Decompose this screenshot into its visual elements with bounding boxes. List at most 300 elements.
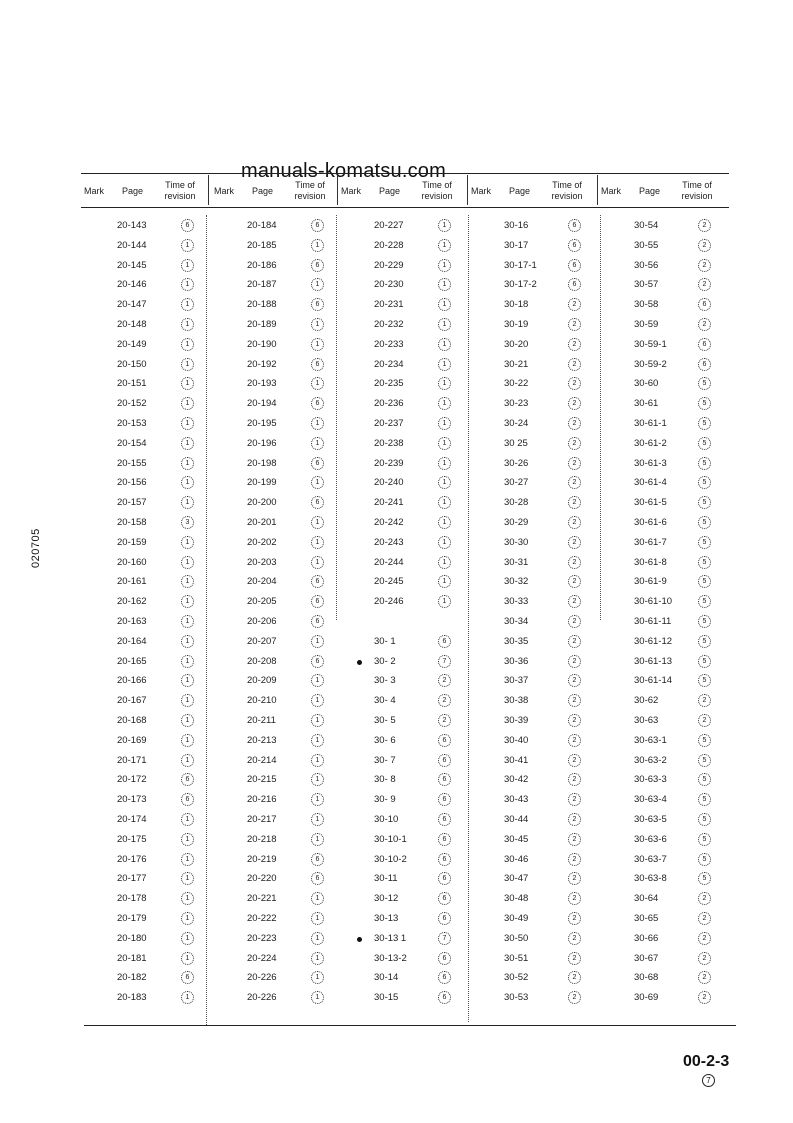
revision-number-cell: 5 [698,754,711,767]
page-number-cell: 30- 6 [374,734,396,746]
revision-number-cell: 2 [698,971,711,984]
revision-number-cell: 2 [438,674,451,687]
revision-number-cell: 1 [311,338,324,351]
page-number-cell: 20-240 [374,477,404,489]
page-number-cell: 30-62 [634,695,659,707]
revision-number-cell: 1 [311,417,324,430]
page-number-cell: 20-244 [374,556,404,568]
page-number-cell: 30-63-7 [634,853,667,865]
page-number-cell: 30-10-2 [374,853,407,865]
page-number-cell: 30-61-12 [634,635,673,647]
revision-number-cell: 2 [568,833,581,846]
page-number-cell: 30-60 [634,378,659,390]
page-number-cell: 20-200 [247,497,277,509]
top-rule [81,173,729,174]
page-number-cell: 30-61-1 [634,418,667,429]
page-number-cell: 30-66 [634,932,659,944]
page-number-cell: 30-61-3 [634,457,667,469]
page-number-cell: 30-63-1 [634,734,667,746]
revision-number-cell: 1 [181,457,194,470]
revision-number-cell: 5 [698,595,711,608]
revision-number-cell: 6 [438,971,451,984]
revision-number-cell: 1 [181,734,194,747]
revision-number-cell: 1 [181,912,194,925]
page-number-cell: 30-28 [504,497,529,509]
page-number-cell: 20-223 [247,932,277,944]
header-mark: Mark [214,186,234,196]
revision-number-cell: 1 [181,674,194,687]
revision-number-cell: 6 [181,773,194,786]
revision-number-cell: 6 [438,813,451,826]
revision-number-cell: 1 [181,278,194,291]
revision-number-cell: 1 [181,318,194,331]
page-number-cell: 20-161 [117,576,147,588]
revision-number-cell: 6 [311,853,324,866]
header-page: Page [509,186,531,196]
page-number-cell: 30-51 [504,952,529,964]
revision-number-cell: 1 [311,971,324,984]
page-number-cell: 30- 3 [374,675,396,687]
revision-number-cell: 1 [181,892,194,905]
page-number-cell: 20-193 [247,378,277,390]
page-number-cell: 20-221 [247,893,277,905]
page-number-cell: 20-216 [247,794,277,806]
revision-number-cell: 1 [438,516,451,529]
revision-number-cell: 6 [698,338,711,351]
revision-number-cell: 2 [568,397,581,410]
revision-number-cell: 1 [181,932,194,945]
revision-number-cell: 2 [568,754,581,767]
revision-number-cell: 1 [311,476,324,489]
page-number-cell: 30-63-2 [634,754,667,766]
revision-number-cell: 1 [181,397,194,410]
revision-number-cell: 1 [438,496,451,509]
page-number-cell: 30-13-2 [374,952,407,964]
page-number-cell: 20-150 [117,358,147,370]
page-number-cell: 30-39 [504,715,529,726]
page-number-cell: 30-37 [504,675,529,687]
revision-number-cell: 2 [698,991,711,1004]
revision-number-cell: 1 [181,496,194,509]
page-number-cell: 30-61-11 [634,616,672,627]
revision-number-cell: 6 [311,457,324,470]
revision-number-cell: 2 [698,952,711,965]
page-number-cell: 30-21 [504,358,529,370]
revision-number-cell: 2 [698,278,711,291]
revision-number-cell: 6 [568,259,581,272]
page-number-cell: 20-166 [117,675,147,687]
revision-number-cell: 1 [181,476,194,489]
page-number-cell: 30-63-8 [634,873,667,885]
column-divider [337,175,338,205]
revision-number-cell: 1 [181,872,194,885]
page-number-cell: 30-61-6 [634,517,667,528]
revision-number-cell: 2 [568,655,581,668]
page-number-cell: 30-40 [504,734,529,746]
revision-number-cell: 1 [311,932,324,945]
page-number-cell: 30-27 [504,477,529,489]
page-number-cell: 30-59 [634,319,659,330]
revision-number-cell: 5 [698,674,711,687]
page-number-cell: 30-33 [504,596,529,608]
page-number-cell: 30-50 [504,932,529,944]
revision-number-cell: 6 [438,754,451,767]
revision-number-cell: 2 [568,635,581,648]
page-number-cell: 20-199 [247,477,277,489]
page-number-cell: 30-36 [504,655,529,667]
page-number-cell: 20-213 [247,734,277,746]
page-number-cell: 30-61 [634,398,659,410]
page-number-cell: 20-144 [117,239,147,251]
revision-number-cell: 1 [438,259,451,272]
page-number-cell: 30-61-8 [634,556,667,568]
page-number-cell: 30-61-4 [634,477,667,489]
revision-number-cell: 6 [311,595,324,608]
revision-number-cell: 1 [181,239,194,252]
revision-number-cell: 2 [568,556,581,569]
revision-number-cell: 2 [568,417,581,430]
page-number-cell: 30 25 [504,437,528,449]
revision-number-cell: 1 [181,635,194,648]
page-number-cell: 30-65 [634,913,659,924]
revision-number-cell: 1 [311,714,324,727]
revision-number-cell: 2 [568,912,581,925]
page-number-cell: 30-35 [504,635,529,647]
revision-number-cell: 6 [311,298,324,311]
revision-number-cell: 3 [181,516,194,529]
page-number-cell: 30-26 [504,457,529,469]
revision-number-cell: 5 [698,556,711,569]
revision-number-cell: 1 [311,536,324,549]
page-number-cell: 30-17 [504,239,529,251]
page-number-cell: 20-187 [247,279,277,291]
revision-number-cell: 1 [438,358,451,371]
revision-number-cell: 2 [698,892,711,905]
revision-number-cell: 5 [698,773,711,786]
page-number-cell: 20-203 [247,556,277,568]
revision-number-cell: 6 [438,833,451,846]
page-number-cell: 30-61-10 [634,596,673,608]
revision-number-cell: 6 [311,358,324,371]
page-number-cell: 20-173 [117,794,147,806]
revision-number-cell: 1 [311,813,324,826]
page-number-cell: 20-211 [247,715,276,726]
column-divider [597,175,598,205]
revision-number-cell: 1 [311,892,324,905]
revision-number-cell: 2 [568,813,581,826]
revision-number-cell: 6 [438,952,451,965]
header-rule [81,207,729,208]
revision-number-cell: 1 [438,457,451,470]
page-number-cell: 20-178 [117,893,147,905]
page-number-cell: 30-53 [504,992,529,1004]
revision-number-cell: 1 [438,595,451,608]
page-number-cell: 20-167 [117,695,147,707]
revision-number-cell: 2 [568,952,581,965]
page-number-cell: 30-29 [504,517,529,528]
page-number-cell: 30-23 [504,398,529,410]
page-number-cell: 30-31 [504,556,529,568]
revision-number-cell: 2 [568,872,581,885]
revision-number-cell: 1 [181,575,194,588]
page-number-cell: 30-16 [504,220,529,231]
revision-number-cell: 5 [698,516,711,529]
page-number-cell: 20-189 [247,319,277,330]
page-number-cell: 30-38 [504,695,529,707]
page-number-cell: 30-61-14 [634,675,673,687]
revision-number-cell: 2 [568,595,581,608]
page-number-cell: 30-34 [504,616,529,627]
page-number-cell: 30- 8 [374,774,396,786]
page-number-cell: 20-206 [247,616,277,627]
revision-number-cell: 5 [698,457,711,470]
page-number-cell: 20-158 [117,517,147,528]
page-number-cell: 30-61-2 [634,437,667,449]
revision-number-cell: 6 [438,635,451,648]
header-page: Page [379,186,401,196]
revision-number-cell: 6 [311,615,324,628]
page-number-cell: 20-210 [247,695,277,707]
page-number-cell: 20-195 [247,418,277,429]
revision-number-cell: 2 [568,318,581,331]
page-number-cell: 20-229 [374,259,404,271]
page-number-cell: 20-177 [117,873,147,885]
revision-number-cell: 6 [568,278,581,291]
bottom-rule [84,1025,736,1026]
revision-number-cell: 1 [181,536,194,549]
page-number-cell: 20-183 [117,992,147,1004]
header-page: Page [122,186,144,196]
page-number-cell: 20-243 [374,536,404,548]
revision-number-cell: 2 [568,298,581,311]
revision-number-cell: 1 [311,318,324,331]
revision-number-cell: 1 [311,694,324,707]
page-number-cell: 30-24 [504,418,529,429]
page-number: 00-2-3 [683,1053,730,1070]
revision-number-cell: 2 [568,615,581,628]
revision-number-cell: 5 [698,833,711,846]
revision-number-cell: 2 [568,892,581,905]
revision-number-cell: 6 [438,912,451,925]
revision-number-cell: 1 [181,833,194,846]
page-number-cell: 30- 1 [374,635,396,647]
revision-number-cell: 6 [311,655,324,668]
page-number-cell: 30-59-1 [634,338,667,350]
page-number-cell: 20-156 [117,477,147,489]
page-number-cell: 30-55 [634,239,659,251]
revision-number-cell: 1 [181,952,194,965]
header-mark: Mark [341,186,361,196]
page-number-cell: 30-63 [634,715,659,726]
revision-number-cell: 1 [438,298,451,311]
page-number-cell: 20-185 [247,239,277,251]
page-number-cell: 20-235 [374,378,404,390]
revision-number-cell: 5 [698,377,711,390]
revision-number-cell: 1 [438,536,451,549]
page-number-cell: 20-152 [117,398,147,410]
page-number-cell: 20-171 [117,754,147,766]
revision-number-cell: 1 [311,833,324,846]
revision-number-cell: 2 [568,674,581,687]
revision-number-cell: 1 [438,437,451,450]
revision-number-cell: 1 [311,912,324,925]
header-time-of-revision: Time of revision [294,180,326,201]
revision-number-cell: 7 [438,932,451,945]
page-number-cell: 20-172 [117,774,147,786]
page-number-cell: 20-143 [117,220,147,231]
revision-number-cell: 5 [698,793,711,806]
revision-number-cell: 2 [438,694,451,707]
revision-number-cell: 6 [181,793,194,806]
page-number-cell: 30-58 [634,299,659,311]
page-number-cell: 20-147 [117,299,147,311]
page-number-cell: 20-146 [117,279,147,291]
revision-number-cell: 1 [181,853,194,866]
revision-number-cell: 1 [181,417,194,430]
revision-number-cell: 2 [568,338,581,351]
page-number-cell: 30-14 [374,972,399,984]
revision-number-cell: 6 [698,358,711,371]
revision-number-cell: 2 [568,853,581,866]
page-number-cell: 20-194 [247,398,277,410]
page-number-cell: 20-148 [117,319,147,330]
revision-number-cell: 5 [698,496,711,509]
page-number-cell: 20-237 [374,418,404,429]
page-number-cell: 30-52 [504,972,529,984]
revision-number-cell: 1 [311,754,324,767]
revision-number-cell: 5 [698,536,711,549]
revision-number-cell: 6 [568,239,581,252]
revision-number-cell: 1 [181,556,194,569]
revision-number-cell: 1 [311,773,324,786]
page-number-cell: 30-45 [504,833,529,845]
page-number-cell: 20-230 [374,279,404,291]
revision-number-cell: 5 [698,437,711,450]
revision-number-cell: 2 [698,239,711,252]
revision-number-cell: 2 [568,714,581,727]
page-number-cell: 30- 2 [374,655,396,667]
page-number-cell: 20-227 [374,220,404,231]
page-number-cell: 20-246 [374,596,404,608]
page-number-cell: 30-61-13 [634,655,673,667]
page-number-cell: 30-48 [504,893,529,905]
page-number-cell: 30-63-4 [634,794,667,806]
revision-number-cell: 2 [698,912,711,925]
page-number-cell: 20-209 [247,675,277,687]
page-number-cell: 30-61-7 [634,536,667,548]
page-number-cell: 20-205 [247,596,277,608]
page-number-cell: 20-182 [117,972,147,984]
revision-number-cell: 1 [181,595,194,608]
revision-number-cell: 2 [568,437,581,450]
page-number-cell: 20-214 [247,754,277,766]
page-number-cell: 20-175 [117,833,147,845]
page-number-cell: 20-176 [117,853,147,865]
revision-number-cell: 2 [438,714,451,727]
page-number-cell: 30-13 1 [374,932,407,944]
page-number-cell: 20-155 [117,457,147,469]
page-number-cell: 20-163 [117,616,147,627]
page-number-cell: 30-68 [634,972,659,984]
revision-number-cell: 2 [568,734,581,747]
revision-number-cell: 1 [438,219,451,232]
revision-number-cell: 6 [438,892,451,905]
page-number-cell: 20-245 [374,576,404,588]
page-number-cell: 30-46 [504,853,529,865]
revision-number-cell: 5 [698,853,711,866]
page-number-cell: 30- 5 [374,715,396,726]
revision-number-cell: 1 [311,991,324,1004]
page-number-cell: 20-204 [247,576,277,588]
revision-number-cell: 5 [698,635,711,648]
watermark-text: manuals-komatsu.com [241,160,446,182]
page-number-cell: 30- 9 [374,794,396,806]
column-divider [336,215,337,620]
page-number-cell: 20-233 [374,338,404,350]
page-number-cell: 30-41 [504,754,529,766]
revision-number-cell: 2 [698,932,711,945]
page-number-cell: 30-59-2 [634,358,667,370]
revision-number-cell: 6 [698,298,711,311]
revision-number-cell: 2 [568,575,581,588]
revision-number-cell: 1 [438,278,451,291]
revision-number-cell: 1 [181,694,194,707]
revision-number-cell: 6 [438,853,451,866]
page-number-cell: 30-18 [504,299,529,311]
page-number-cell: 20-162 [117,596,147,608]
page-number-cell: 20-181 [117,952,147,964]
page-number-cell: 30-69 [634,992,659,1004]
page-number-cell: 20-232 [374,319,404,330]
revision-number-cell: 2 [568,496,581,509]
revision-number-cell: 2 [568,991,581,1004]
revision-number-cell: 5 [698,655,711,668]
revision-number-cell: 5 [698,813,711,826]
page-number-cell: 20-238 [374,437,404,449]
page-number-cell: 20-186 [247,259,277,271]
header-page: Page [252,186,274,196]
page-number-cell: 20-145 [117,259,147,271]
page-number-cell: 20-190 [247,338,277,350]
page-number-cell: 20-208 [247,655,277,667]
header-mark: Mark [471,186,491,196]
page-number-cell: 20-202 [247,536,277,548]
page-number-cell: 20-198 [247,457,277,469]
revision-number-cell: 6 [181,219,194,232]
page-number-cell: 30-10-1 [374,833,407,845]
revision-number-cell: 6 [311,259,324,272]
page-number-cell: 20-219 [247,853,277,865]
header-time-of-revision: Time of revision [551,180,583,201]
page-number-cell: 20-153 [117,418,147,429]
revision-number-cell: 6 [438,991,451,1004]
page-number-cell: 30-67 [634,952,659,964]
revision-number-cell: 1 [181,615,194,628]
revision-number-cell: 2 [568,457,581,470]
page-number-cell: 20-236 [374,398,404,410]
revision-number-cell: 1 [311,377,324,390]
revision-number-cell: 1 [311,635,324,648]
page-number-cell: 30-15 [374,992,399,1004]
revision-number-cell: 2 [568,773,581,786]
page-number-cell: 30-32 [504,576,529,588]
revision-number-cell: 2 [568,377,581,390]
revision-number-cell: 2 [698,318,711,331]
revision-number-cell: 1 [181,655,194,668]
page-number-cell: 20-239 [374,457,404,469]
page-number-cell: 20-157 [117,497,147,509]
page-number-cell: 30-61-5 [634,497,667,509]
